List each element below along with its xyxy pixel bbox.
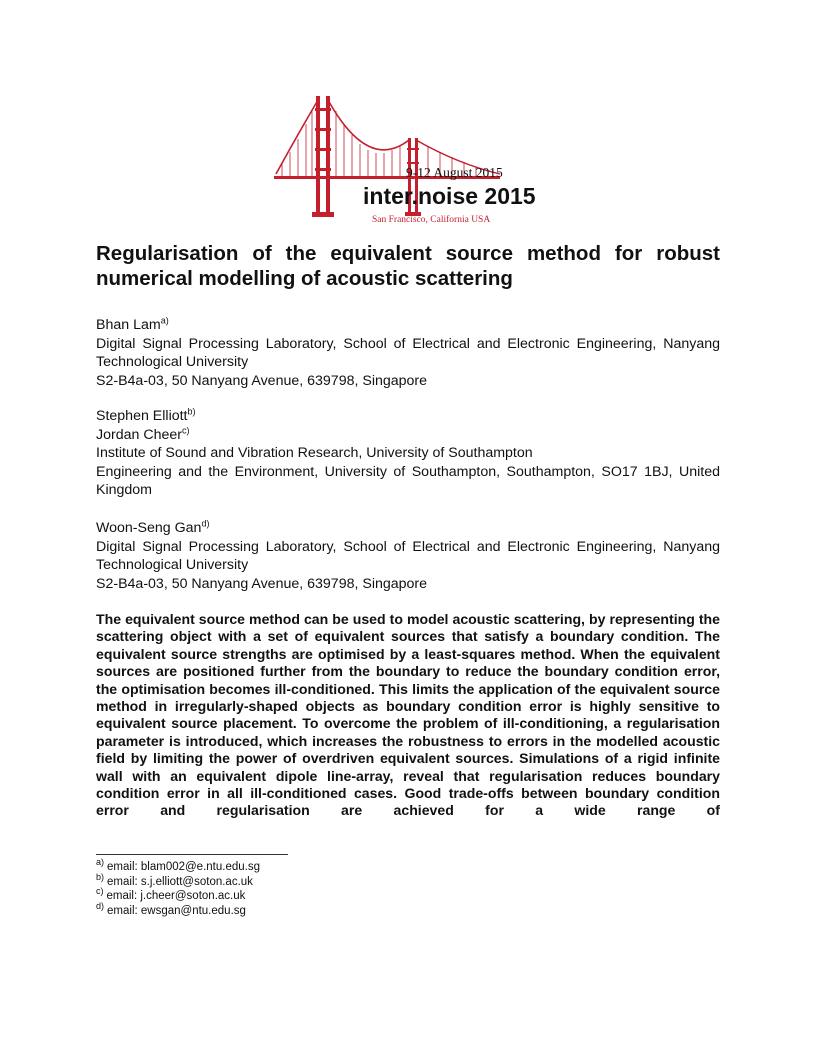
logo-location: San Francisco, California USA xyxy=(372,215,491,225)
author-address: Engineering and the Environment, University of Southampton, Southampton, SO17 1BJ, United Kingdom xyxy=(96,463,720,498)
author-address: S2-B4a-03, 50 Nanyang Avenue, 639798, Singapore xyxy=(96,575,428,592)
paper-title: Regularisation of the equivalent source method for robust numerical modelling of acoustic scattering xyxy=(96,242,720,290)
author-affiliation: Digital Signal Processing Laboratory, School of Electrical and Electronic Engineering, Nanyang Technological University xyxy=(96,538,720,573)
author-address: S2-B4a-03, 50 Nanyang Avenue, 639798, Singapore xyxy=(96,372,428,389)
footnote: $^{b)}$ email: s.j.elliott@soton.ac.uk xyxy=(96,871,253,888)
logo-dates: 9-12 August 2015 xyxy=(406,165,503,180)
author-block-2 xyxy=(96,407,720,500)
logo-conference-name: inter.noise 2015 xyxy=(363,183,536,209)
golden-gate-bridge-logo-icon xyxy=(268,94,548,228)
footnote-mark: a) xyxy=(160,315,169,326)
author-affiliation: Institute of Sound and Vibration Research, University of Southampton xyxy=(96,445,533,461)
author-name: Woon-Seng Gan$^{d)}$ xyxy=(96,518,210,536)
footnote-mark: b) xyxy=(187,406,196,417)
conference-logo xyxy=(268,94,548,228)
author-block-1 xyxy=(96,316,720,390)
author-block-3 xyxy=(96,519,720,593)
footnote: $^{c)}$ email: j.cheer@soton.ac.uk xyxy=(96,886,246,902)
footnote: $^{a)}$ email: blam002@e.ntu.edu.sg xyxy=(96,857,260,873)
footnote: $^{d)}$ email: ewsgan@ntu.edu.sg xyxy=(96,900,246,917)
author-affiliation: Digital Signal Processing Laboratory, School of Electrical and Electronic Engineering, Nanyang Technological University xyxy=(96,335,720,370)
footnotes xyxy=(96,857,496,918)
author-name: Stephen Elliott$^{b)}$ xyxy=(96,406,196,424)
author-name: Jordan Cheer$^{c)}$ xyxy=(96,424,190,443)
author-name: Bhan Lam$^{a)}$ xyxy=(96,315,169,333)
footnote-divider xyxy=(96,854,288,855)
abstract: The equivalent source method can be used to model acoustic scattering, by representing the scattering object with a set of equivalent sources that satisfy a boundary condition. The equivalent source strengths are optimised by a least-squares method. When the equivalent sources are positioned further from the boundary to reduce the boundary condition error, the optimisation becomes ill-conditioned. This limits the application of the equivalent source method in irregularly-shaped objects as boundary condition error is highly sensitive to equivalent source placement. To overcome the problem of ill-conditioning, a regularisation parameter is introduced, which increases the robustness to errors in the modelled acoustic field by limiting the power of overdriven equivalent sources. Simulations of a rigid infinite wall with an equivalent dipole line-array, reveal that regularisation reduces boundary condition error in all ill-conditioned cases. Good trade-offs between boundary condition error and regularisation are achieved for a wide range of xyxy=(96,611,720,819)
footnote-mark: c) xyxy=(181,424,190,435)
footnote-mark: d) xyxy=(201,518,210,529)
